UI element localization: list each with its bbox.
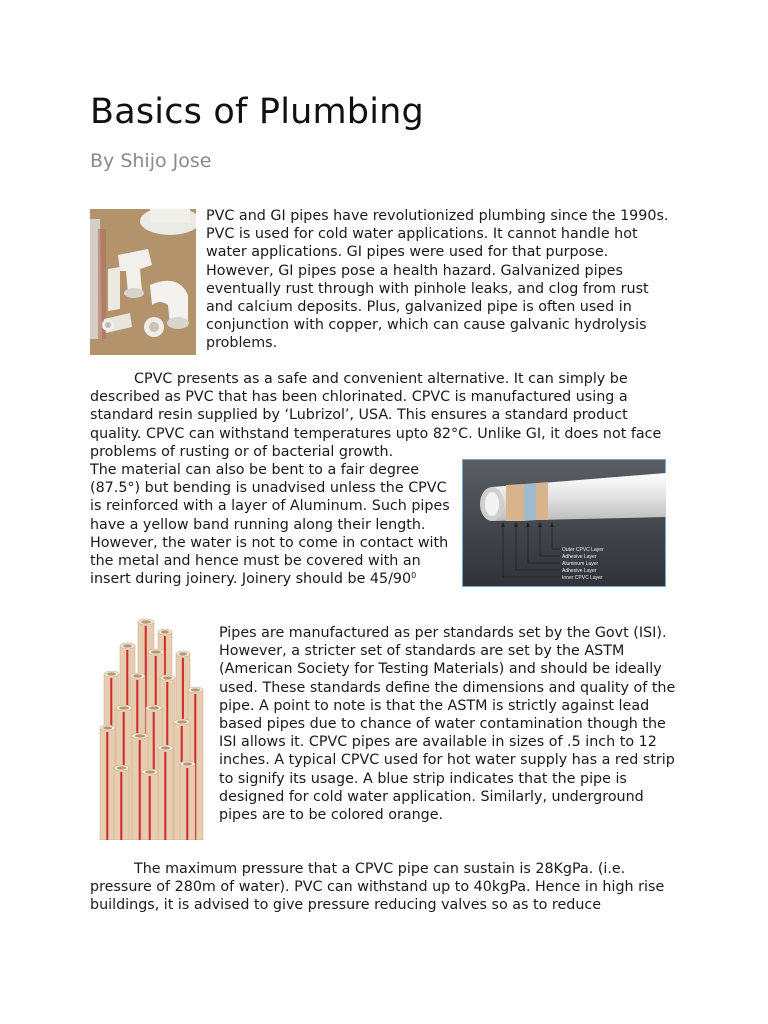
cpvc-pipe-bundle-photo — [92, 618, 210, 840]
author-byline: By Shijo Jose — [90, 150, 212, 172]
layer-label-5: Inner CPVC Layer — [562, 575, 603, 581]
standards-paragraph: Pipes are manufactured as per standards set by the Govt (ISI). However, a stricter set of standards are set by the ASTM (American Society for Testing Materials) and should be ideally used. These standards define the dimensions and quality of the pipe. A point to note is that the ASTM is strictly against lead based pipes due to chance of water contamination though the ISI allows it. CPVC pipes are available in sizes of .5 inch to 12 inches. A typical CPVC used for hot water supply has a red strip to signify its usage. A blue strip indicates that the pipe is designed for cold water application. Similarly, underground pipes are to be colored orange. — [219, 625, 676, 824]
pressure-paragraph-text: The maximum pressure that a CPVC pipe can sustain is 28KgPa. (i.e. pressure of 280m of water). PVC can withstand up to 40kgPa. Hence in high rise buildings, it is advised to give pressure reducing valves so as to reduce — [90, 861, 665, 914]
layer-label-1: Outer CPVC Layer — [562, 547, 604, 553]
pressure-paragraph — [90, 860, 680, 915]
pvc-fittings-photo — [90, 209, 196, 355]
layer-label-3: Aluminum Layer — [562, 561, 599, 567]
bending-paragraph-text: The material can also be bent to a fair degree (87.5°) but bending is unadvised unless the CPVC is reinforced with a layer of Aluminum. Such pipes have a yellow band running along their length. However, the water is not to come in contact with the metal and hence must be covered with an insert during joinery. Joinery should be 45/90 — [90, 462, 450, 588]
cpvc-paragraph — [90, 370, 670, 461]
intro-paragraph: PVC and GI pipes have revolutionized plumbing since the 1990s. PVC is used for cold water applications. It cannot handle hot water applications. GI pipes were used for that purpose. However, GI pipes pose a health hazard. Galvanized pipes eventually rust through with pinhole leaks, and clog from rust and calcium deposits. Plus, galvanized pipe is often used in conjunction with copper, which can cause galvanic hydrolysis problems. — [206, 208, 669, 352]
pipe-layer-diagram — [462, 459, 666, 587]
cpvc-paragraph-text: CPVC presents as a safe and convenient alternative. It can simply be described as PVC that has been chlorinated. CPVC is manufactured using a standard resin supplied by ‘Lubrizol’, USA. This ensures a standard product quality. CPVC can withstand temperatures upto 82°C. Unlike GI, it does not face problems of rusting or of bacterial growth. — [90, 371, 662, 460]
document-title: Basics of Plumbing — [90, 92, 424, 132]
layer-label-2: Adhesive Layer — [562, 554, 597, 560]
layer-label-4: Adhesive Layer — [562, 568, 597, 574]
degree-superscript: 0 — [411, 571, 417, 581]
bending-paragraph — [90, 461, 460, 588]
